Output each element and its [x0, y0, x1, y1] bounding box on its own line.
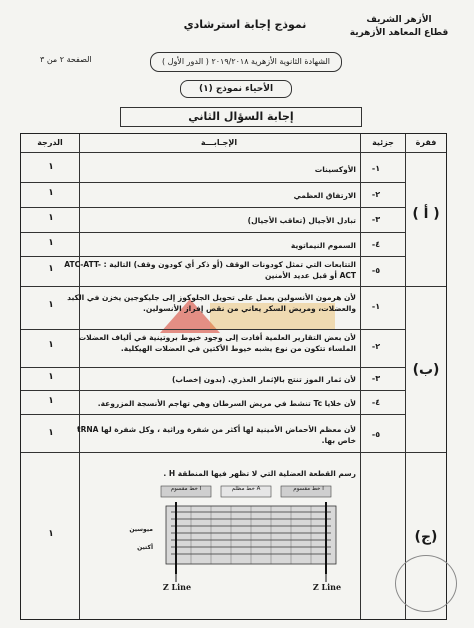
answer-text: التتابعات التي تمثل كودونات الوقف (أو ذكر أي كودون وقف) التالية : ATC-ATT-ACT أو قبل عديد الأمنين [64, 260, 356, 280]
row-num: ١- [371, 164, 381, 173]
answer-text: تبادل الأجيال (تعاقب الأجيال) [247, 216, 356, 225]
col-score: الدرجة [37, 138, 63, 147]
actin-label: أكتين [137, 544, 153, 551]
row-num: ٢- [371, 190, 381, 199]
answer-text: السموم النيماتوية [290, 241, 356, 250]
org-header [344, 14, 454, 40]
col-section: فقرة [415, 138, 437, 147]
score-value: ١ [48, 428, 54, 438]
band-label: A خط مظلم [231, 486, 261, 492]
row-num: ٤- [371, 240, 381, 249]
score-value: ١ [48, 238, 54, 248]
z-line-label: Z Line [312, 582, 342, 592]
org-line2: قطاع المعاهد الأزهرية [349, 28, 449, 38]
row-num: ٥- [371, 430, 381, 439]
section-label-a: ( أ ) [412, 206, 440, 222]
row-num: ٣- [371, 215, 381, 224]
page-number: الصفحة ٢ من ٣ [40, 55, 92, 64]
section-label-c: (ج) [414, 529, 438, 545]
answer-text: لأن بعض التقارير العلمية أفادت إلى وجود خيوط بروتينية في ألياف العضلات الملساء تتكون من نوع يشبه خيوط الأكتين في العضلات الهيكلية. [78, 333, 356, 353]
score-value: ١ [48, 396, 54, 406]
band-label: I خط مقسوم [293, 486, 324, 492]
row-num: ٤- [371, 398, 381, 407]
score-value: ١ [48, 213, 54, 223]
score-value: ١ [48, 162, 54, 172]
answer-text: لأن خلايا Tc تنشط في مريض السرطان وهي تهاجم الأنسجة المزروعة. [97, 399, 356, 408]
sarcomere-svg [151, 484, 351, 594]
sarcomere-diagram [129, 484, 351, 594]
band-label: I خط مقسوم [170, 486, 202, 492]
question-title: إجابة السؤال الثاني [120, 107, 362, 127]
score-value: ١ [48, 264, 54, 274]
row-num: ٢- [371, 342, 381, 351]
org-line1: الأزهر الشريف [366, 15, 432, 25]
row-num: ٥- [371, 266, 381, 275]
z-line-label: Z Line [162, 582, 192, 592]
answer-text: الارتفاق العظمي [293, 191, 356, 200]
row-num: ٣- [371, 374, 381, 383]
seal-stamp [395, 555, 457, 612]
score-value: ١ [48, 372, 54, 382]
answer-text: لأن هرمون الأنسولين يعمل على تحويل الجلوكوز إلى جليكوجين يخزن في الكبد والعضلات، ومريض السكر يعاني من نقص إفراز الأنسولين. [67, 293, 356, 313]
page-title: نموذج إجابة استرشادي [183, 18, 307, 31]
answer-text: الأوكسينات [314, 165, 356, 174]
score-value: ١ [48, 529, 54, 539]
section-label-b: (ب) [412, 362, 440, 378]
answer-text: رسم القطعة العضلية التي لا تظهر فيها المنطقة H . [163, 469, 356, 478]
certificate-box: الشهادة الثانوية الأزهرية ٢٠١٩/٢٠١٨ ( الدور الأول ) [150, 52, 342, 72]
myosin-label: ميوسين [129, 526, 153, 533]
col-part: جزئية [372, 138, 394, 147]
row-num: ١- [371, 302, 381, 311]
col-answer: الإجـابـــة [200, 138, 238, 147]
subject-box: الأحياء نموذج (١) [180, 80, 292, 98]
answer-table [20, 133, 447, 620]
answer-text: لأن ثمار الموز تنتج بالإثمار العذري. (بدون إخصاب) [172, 375, 356, 384]
score-value: ١ [48, 340, 54, 350]
score-value: ١ [48, 188, 54, 198]
score-value: ١ [48, 300, 54, 310]
answer-text: لأن معظم الأحماض الأمينية لها أكثر من شفرة وراثية ، وكل شفرة لها tRNA خاص بها. [77, 425, 356, 445]
